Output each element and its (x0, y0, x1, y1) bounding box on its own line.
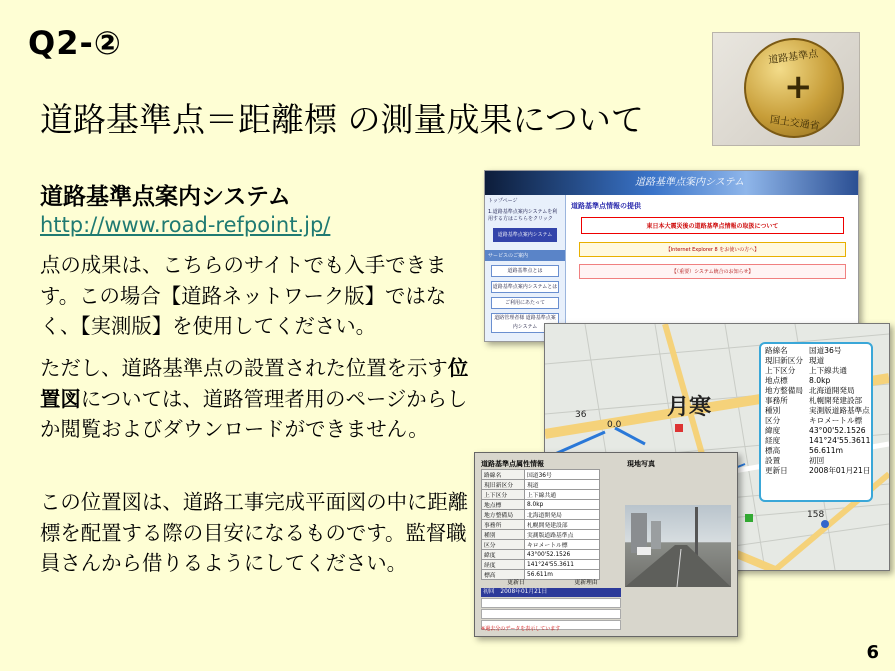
attr-key: 路線名 (482, 470, 525, 480)
attr-key: 地点標 (482, 500, 525, 510)
callout-value: 2008年01月21日 (809, 466, 871, 475)
callout-key: 上下区分 (765, 366, 796, 375)
attr-value: 札幌開発建設部 (525, 520, 600, 530)
paragraph-2-bold: 位置図 (40, 356, 469, 411)
callout-row (765, 446, 867, 456)
callout-value: 8.0kp (809, 376, 831, 385)
site-nav-top[interactable]: トップページ (488, 198, 518, 204)
attr-table (481, 469, 600, 580)
paragraph-2-text-b: については、道路管理者用のページからしか閲覧およびダウンロードができません。 (40, 386, 468, 441)
table-row (482, 480, 600, 490)
site-menu-item[interactable]: 道路基準点とは (491, 265, 559, 277)
callout-value: 現道 (809, 356, 825, 365)
map-marker-b: 158 (807, 510, 825, 520)
site-notice-orange: 【（重要）システム統合のお知らせ】 (579, 264, 846, 279)
section-heading: 道路基準点案内システム (40, 184, 291, 210)
site-menu-head: サービスのご案内 (485, 250, 565, 261)
table-row (482, 490, 600, 500)
site-menu-item[interactable]: 道路基準点案内システムとは (491, 281, 559, 293)
attr-value: 現道 (525, 480, 600, 490)
callout-value: 56.611m (809, 446, 843, 455)
attr-value: 8.0kp (525, 500, 600, 510)
callout-value: 141°24'55.3611 (809, 436, 871, 445)
attr-value: 43°00'52.1526 (525, 550, 600, 560)
map-info-callout (759, 342, 873, 502)
callout-row (765, 346, 867, 356)
paragraph-2 (40, 353, 470, 445)
callout-row (765, 366, 867, 376)
callout-value: 北海道開発局 (809, 386, 855, 395)
attr-value: 141°24'55.3611 (525, 560, 600, 570)
attr-value: 56.611m (525, 570, 600, 580)
slide-title: 道路基準点＝距離標 の測量成果について (40, 100, 644, 139)
table-row (482, 530, 600, 540)
callout-key: 経度 (765, 436, 781, 445)
page-number: 6 (866, 642, 879, 663)
callout-value: 43°00'52.1526 (809, 426, 866, 435)
marker-cross-icon: + (784, 67, 813, 107)
site-left-note: 1.道路基準点案内システムを利用する方はこちらをクリック (488, 209, 558, 222)
marker-bottom-text: 国土交通省 (769, 114, 821, 133)
attr-value: キロメートル標 (525, 540, 600, 550)
callout-key: 地方整備局 (765, 386, 803, 395)
callout-key: 路線名 (765, 346, 788, 355)
callout-key: 現旧新区分 (765, 356, 803, 365)
callout-key: 区分 (765, 416, 781, 425)
site-sidebar (485, 195, 566, 341)
marker-disc (744, 38, 844, 138)
callout-row (765, 396, 867, 406)
callout-key: 事務所 (765, 396, 788, 405)
table-row (482, 470, 600, 480)
photo-title: 現地写真 (627, 460, 655, 468)
site-main-title: 道路基準点情報の提供 (571, 202, 641, 210)
callout-row (765, 436, 871, 446)
update-reason-header: 更新理由 (574, 580, 598, 586)
marker-top-text: 道路基準点 (767, 48, 819, 67)
site-menu-item[interactable]: ご利用にあたって (491, 297, 559, 309)
callout-key: 地点標 (765, 376, 788, 385)
callout-key: 緯度 (765, 426, 781, 435)
paragraph-3: この位置図は、道路工事完成平面図の中に距離標を配置する際の目安になるものです。監督職員さんから借りるようにしてください。 (40, 490, 469, 575)
site-notice-red[interactable]: 東日本大震災後の道路基準点情報の取扱について (581, 217, 844, 234)
attr-key: 事務所 (482, 520, 525, 530)
callout-value: 初回 (809, 456, 825, 465)
attr-key: 上下区分 (482, 490, 525, 500)
table-row (482, 510, 600, 520)
update-history-header (481, 577, 621, 586)
website-screenshot (484, 170, 859, 342)
callout-row (765, 406, 870, 416)
map-area-label: 月寒 (667, 395, 712, 420)
map-marker-a: 0.0 (607, 420, 622, 430)
callout-row (765, 356, 867, 366)
site-main (571, 201, 854, 279)
selected-history-row[interactable]: 初回 2008年01月21日 (481, 588, 621, 597)
update-history (481, 577, 621, 630)
callout-value: 国道36号 (809, 346, 842, 355)
callout-key: 種別 (765, 406, 781, 415)
attr-key: 緯度 (482, 550, 525, 560)
survey-marker-photo (712, 32, 860, 146)
paragraph-2-text-a: ただし、道路基準点の設置された位置を示す (40, 356, 448, 380)
table-row (482, 560, 600, 570)
site-menu-item[interactable]: 道路管理者様 道路基準点案内システム (491, 313, 559, 333)
table-row (482, 500, 600, 510)
site-banner: 道路基準点案内システム (485, 171, 858, 195)
callout-row (765, 456, 867, 466)
attr-value: 国道36号 (525, 470, 600, 480)
callout-row (765, 386, 867, 396)
attr-title: 道路基準点属性情報 (481, 460, 544, 468)
callout-value: キロメートル標 (809, 416, 863, 425)
attr-key: 経度 (482, 560, 525, 570)
attr-key: 地方整備局 (482, 510, 525, 520)
callout-key: 設置 (765, 456, 781, 465)
history-row (481, 609, 621, 619)
attr-key: 現旧新区分 (482, 480, 525, 490)
history-row (481, 598, 621, 608)
callout-value: 札幌開発建設部 (809, 396, 863, 405)
callout-value: 上下線共通 (809, 366, 847, 375)
site-photo (625, 505, 731, 587)
site-system-button[interactable]: 道路基準点案内システム (493, 228, 557, 242)
attr-value: 上下線共通 (525, 490, 600, 500)
paragraph-1: 点の成果は、こちらのサイトでも入手できます。この場合【道路ネットワーク版】ではなく、【実測版】を使用してください。 (40, 253, 447, 338)
attr-value: 実測版道路基準点 (525, 530, 600, 540)
attr-key: 区分 (482, 540, 525, 550)
site-notice-yellow: 【Internet Explorer 8 をお使いの方へ】 (579, 242, 846, 257)
attr-key: 標高 (482, 570, 525, 580)
attr-note: ※過去分のデータを表示しています (481, 626, 561, 632)
callout-row (765, 466, 871, 476)
site-link[interactable]: http://www.road-refpoint.jp/ (40, 213, 331, 237)
attribute-window-screenshot (474, 452, 738, 637)
callout-row (765, 416, 867, 426)
map-road-number: 36 (575, 410, 587, 420)
table-row (482, 520, 600, 530)
update-date-header: 更新日 (507, 580, 525, 586)
callout-value: 実測版道路基準点 (809, 406, 870, 415)
callout-row (765, 426, 867, 436)
table-row (482, 540, 600, 550)
table-row (482, 550, 600, 560)
attr-key: 種別 (482, 530, 525, 540)
callout-row (765, 376, 867, 386)
attr-value: 北海道開発局 (525, 510, 600, 520)
callout-key: 更新日 (765, 466, 788, 475)
callout-key: 標高 (765, 446, 781, 455)
question-label: Q2-② (28, 24, 122, 62)
